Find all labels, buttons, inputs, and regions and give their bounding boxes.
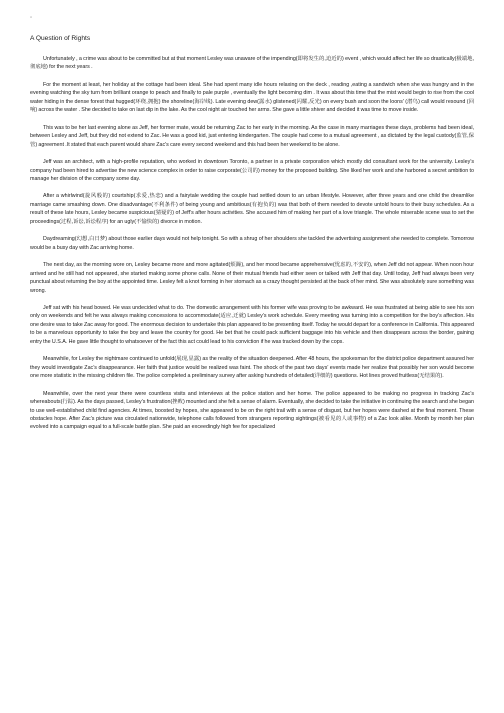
paragraph-6: Daydreaming(幻想,白日梦) about those earlier days would not help tonight. So with a shrug of her shoulders she tackled the advertising assignment she needed to complete. Tomorrow would be a busy day with Zac arriving home. xyxy=(30,236,474,251)
paragraph-4: Jeff was an architect, with a high-profile reputation, who worked in downtown Toronto, a partner in a private corporation which mostly did consultant work for the university. Lesley’s company had been hired to advertise the new science complex in order to raise corporate(公司的) money for the proposed building. She liked her work and she harbored a secret ambition to manage her division of the company some day. xyxy=(30,159,474,182)
paragraph-8: Jeff sat with his head bowed. He was undecided what to do. The domestic arrangement with his former wife was proving to be awkward. He was frustrated at being able to see his son only on weekends and felt he was always making concessions to accommodate(适应,迁就) Lesley’s work schedule. Every meeting was turning into a competition for the boy’s affection. His one desire was to take Zac away for good. The enormous decision to undertake this plan appeared to be presenting itself. Today he would depart for a conference in California. This appeared to be a marvelous opportunity to take the boy and leave the country for good. He bet that he could pack sufficient baggage into his vehicle and then disappears across the border, gaining entry the U.S.A. He gave little thought to whatsoever of the fact this act could lead to his conviction if he was tracked down by the cops. xyxy=(30,304,474,345)
paragraph-3: This was to be her last evening alone as Jeff, her former mate, would be returning Zac to her early in the morning. As the case in many marriages these days, problems had been ideal, between Lesley and Jeff, but they did not extend to Zac. He was a good kid, just entering kindergarten. The couple had come to a mutual agreement , as dictated by the legal custody(监管,保管) agreement .It stated that each parent would share Zac's care every second weekend and this had been her weekend to be alone. xyxy=(30,124,474,148)
document-page xyxy=(30,12,474,441)
paragraph-1: Unfortunately , a crime was about to be committed but at that moment Lesley was unaware of the impending(即将发生的,迫近的) event , which would affect her life so drastically(极端地,彻底地) for the next years . xyxy=(30,56,474,71)
paragraph-2: For the moment at least, her holiday at the cottage had been ideal. She had spent many idle hours relaxing on the deck , reading ,eating a sandwich when she was hungry and in the evening watching the sky turn from brilliant orange to peach and finally to pale purple , eventually the light becoming dim . It was about this time that the mist would begin to rise from the cool water hiding in the dense forest that hugged(环绕,拥抱) the shoreline(海岸线). Late evening dew(露水) glistened(闪耀,反光) on every bush and soon the loons' (潜鸟) call would resound (回响) across the water . She decided to take on last dip in the lake. As the cool night air touched her arms. She gave a little shiver and decided it was time to move inside. xyxy=(30,81,474,114)
paragraph-9: Meanwhile, for Lesley the nightmare continued to unfold(展现,显露) as the reality of the situation deepened. After 48 hours, the spokesman for the district police department assured her they would investigate Zac’s disappearance. Her faith that justice would be realized was faint. The shock of the past two days’ events made her realize that possibly her son would become one more statistic in the missing children file. The police completed a preliminary survey after asking hundreds of detailed(详细的) questions. Hot lines proved fruitless(无结果的). xyxy=(30,356,474,380)
paragraph-10: Meanwhile, over the next year there were countless visits and interviews at the police station and her home. The police appeared to be making no progress in tracking Zac’s whereabouts(行踪). As the days passed, Lesley’s frustration(挫败) mounted and she felt a sense of alarm. Eventually, she decided to take the initiative in continuing the search and she began to use well-established child find agencies. At times, boosted by hopes, she appeared to be on the right trail with a sense of disgust, but her hopes were dashed at the final moment. These obstacles hope. After Zac’s picture was circulated nationwide, telephone calls followed from strangers reporting sightings(被看见的人或事物) of a Zac look alike. Month by month her plan evolved into a campaign equal to a full-scale battle plan. She paid an exceedingly high fee for specialized xyxy=(30,390,474,431)
paragraph-7: The next day, as the morning wore on, Lesley became more and more agitated(烦躁), and her mood became apprehensive(忧虑的,不安的), when Jeff did not appear. When noon hour arrived and he still had not appeared, she started making some phone calls. None of their mutual friends had either seen or talked with Jeff that day. Until today, Jeff had always been very punctual about returning the boy at the appointed time. Lesley felt a knot forming in her stomach as a crazy thought persisted at the back of her mind. She was absolutely sure something was wrong. xyxy=(30,262,474,294)
paragraph-5: After a whirlwind(旋风般的) courtship(求爱,热恋) and a fairytale wedding the couple had settled down to an urban lifestyle. However, after three years and one child the dreamlike marriage came smashing down. One disadvantage(不利条件) of being young and ambitious(有抱负的) was that both of them needed to devote untold hours to their busy schedules. As a result of these late hours, Lesley became suspicious(猜疑的) of Jeff’s after hours activities. She accused him of making her part of a love triangle. The whole miserable scene was to set the proceedings(过程,诉讼,诉讼程序) for an ugly(不愉快的) divorce in motion. xyxy=(30,193,474,225)
page-marker: ▫ xyxy=(30,15,33,21)
document-title: A Question of Rights xyxy=(30,35,91,42)
